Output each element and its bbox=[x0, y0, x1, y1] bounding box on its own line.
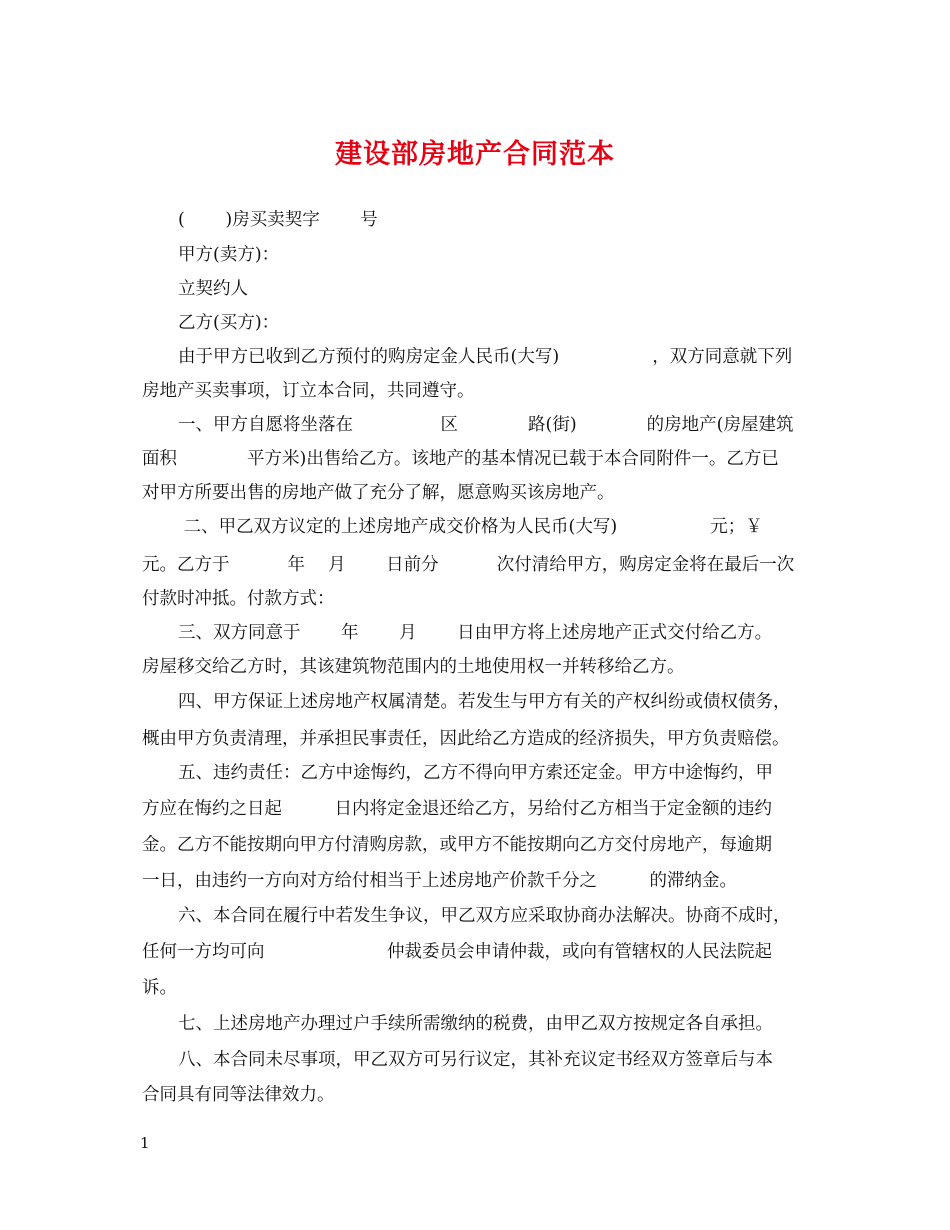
clause-8-line: 八、本合同未尽事项，甲乙双方可另行议定，其补充议定书经双方签章后与本 bbox=[178, 1050, 773, 1070]
clause-5-line: 方应在悔约之日起 日内将定金退还给乙方，另给付乙方相当于定金额的违约 bbox=[142, 799, 772, 819]
clause-5-line: 一日，由违约一方向对方给付相当于上述房地产价款千分之 的滞纳金。 bbox=[142, 871, 737, 891]
clause-2-line: 元。乙方于 年 月 日前分 次付清给甲方，购房定金将在最后一次 bbox=[142, 555, 795, 575]
clause-5-line: 金。乙方不能按期向甲方付清购房款，或甲方不能按期向乙方交付房地产，每逾期 bbox=[142, 835, 772, 855]
clause-3-line: 房屋移交给乙方时，其该建筑物范围内的土地使用权一并转移给乙方。 bbox=[142, 657, 685, 677]
party-b-line: 乙方(买方)： bbox=[178, 313, 280, 333]
clause-1-line: 一、甲方自愿将坐落在 区 路(街) 的房地产(房屋建筑 bbox=[178, 415, 794, 435]
clause-7-line: 七、上述房地产办理过户手续所需缴纳的税费，由甲乙双方按规定各自承担。 bbox=[178, 1014, 773, 1034]
clause-5-line: 五、违约责任：乙方中途悔约，乙方不得向甲方索还定金。甲方中途悔约，甲 bbox=[178, 763, 773, 783]
paragraph-line: 由于甲方已收到乙方预付的购房定金人民币(大写) ，双方同意就下列 bbox=[178, 347, 793, 367]
clause-4-line: 四、甲方保证上述房地产权属清楚。若发生与甲方有关的产权纠纷或债权债务， bbox=[178, 692, 791, 712]
clause-2-line: 二、甲乙双方议定的上述房地产成交价格为人民币(大写) 元；￥ bbox=[178, 517, 763, 537]
clause-3-line: 三、双方同意于 年 月 日由甲方将上述房地产正式交付给乙方。 bbox=[178, 623, 773, 643]
clause-8-line: 合同具有同等法律效力。 bbox=[142, 1085, 335, 1105]
document-title: 建设部房地产合同范本 bbox=[335, 139, 615, 170]
clause-4-line: 概由甲方负责清理，并承担民事责任，因此给乙方造成的经济损失，甲方负责赔偿。 bbox=[142, 729, 790, 749]
clause-6-line: 任何一方均可向 仲裁委员会申请仲裁，或向有管辖权的人民法院起 bbox=[142, 942, 772, 962]
page-number: 1 bbox=[140, 1134, 150, 1152]
party-a-line: 甲方(卖方)： bbox=[178, 245, 280, 265]
clause-1-line: 对甲方所要出售的房地产做了充分了解，愿意购买该房地产。 bbox=[142, 483, 615, 503]
contractor-line: 立契约人 bbox=[178, 279, 248, 299]
clause-1-line: 面积 平方米)出售给乙方。该地产的基本情况已载于本合同附件一。乙方已 bbox=[142, 449, 779, 469]
clause-2-line: 付款时冲抵。付款方式： bbox=[142, 589, 335, 609]
clause-6-line: 诉。 bbox=[142, 978, 177, 998]
contract-number-line: ( )房买卖契字 号 bbox=[178, 210, 378, 230]
clause-6-line: 六、本合同在履行中若发生争议，甲乙双方应采取协商办法解决。协商不成时， bbox=[178, 906, 791, 926]
paragraph-line: 房地产买卖事项，订立本合同，共同遵守。 bbox=[142, 381, 475, 401]
